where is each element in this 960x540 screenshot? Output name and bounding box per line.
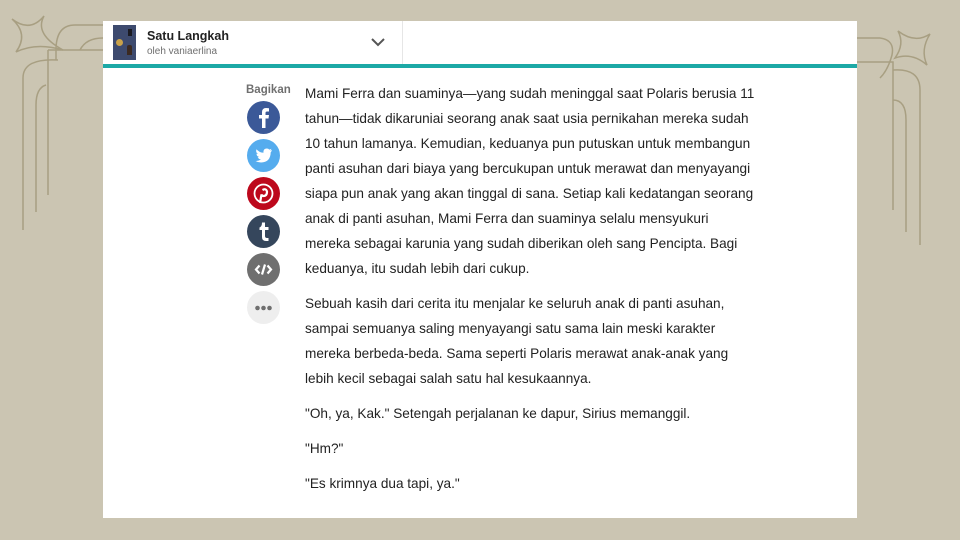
story-paragraph: Mami Ferra dan suaminya—yang sudah meninggal saat Polaris berusia 11 tahun—tidak dikaruniai seorang anak saat usia pernikahan mereka sudah 10 tahun lamanya. Kemudian, keduanya pun putuskan untuk membangun panti asuhan dari biaya yang bercukupan untuk merawat dan menyayangi siapa pun anak yang akan tinggal di sana. Setiap kali kedatangan seorang anak di panti asuhan, Mami Ferra dan suaminya selalu mensyukuri mereka sebagai karunia yang sudah diberikan oleh sang Pencipta. Bagi keduanya, itu sudah lebih dari cukup.	[305, 86, 755, 276]
tumblr-icon	[247, 215, 280, 248]
twitter-icon	[247, 139, 280, 172]
embed-share-button[interactable]	[247, 253, 280, 286]
left-star-ornament	[12, 16, 63, 52]
story-paragraph: "Hm?"	[305, 441, 344, 456]
pinterest-icon	[247, 177, 280, 210]
pinterest-share-button[interactable]	[247, 177, 280, 210]
story-header	[103, 21, 857, 68]
book-cover-thumbnail[interactable]	[113, 25, 136, 60]
story-paragraph: "Es krimnya dua tapi, ya."	[305, 476, 460, 491]
more-icon	[247, 291, 280, 324]
story-content	[305, 81, 755, 506]
more-share-button[interactable]	[247, 291, 280, 324]
story-title[interactable]: Satu Langkah	[147, 29, 229, 43]
story-paragraph: Sebuah kasih dari cerita itu menjalar ke seluruh anak di panti asuhan, sampai semuanya saling menyayangi satu sama lain meski karakter mereka berbeda-beda. Sama seperti Polaris merawat anak-anak yang lebih kecil sebagai salah satu hal kesukaannya.	[305, 296, 729, 386]
right-star-ornament	[895, 31, 930, 65]
code-icon	[247, 253, 280, 286]
story-paragraph: "Oh, ya, Kak." Setengah perjalanan ke dapur, Sirius memanggil.	[305, 406, 691, 421]
facebook-share-button[interactable]	[247, 101, 280, 134]
twitter-share-button[interactable]	[247, 139, 280, 172]
chevron-down-icon[interactable]	[369, 35, 387, 49]
story-reader-card	[103, 21, 857, 518]
tumblr-share-button[interactable]	[247, 215, 280, 248]
header-divider	[402, 21, 403, 64]
share-label: Bagikan	[246, 84, 291, 96]
story-author[interactable]: oleh vaniaerlina	[147, 46, 218, 57]
facebook-icon	[247, 101, 280, 134]
